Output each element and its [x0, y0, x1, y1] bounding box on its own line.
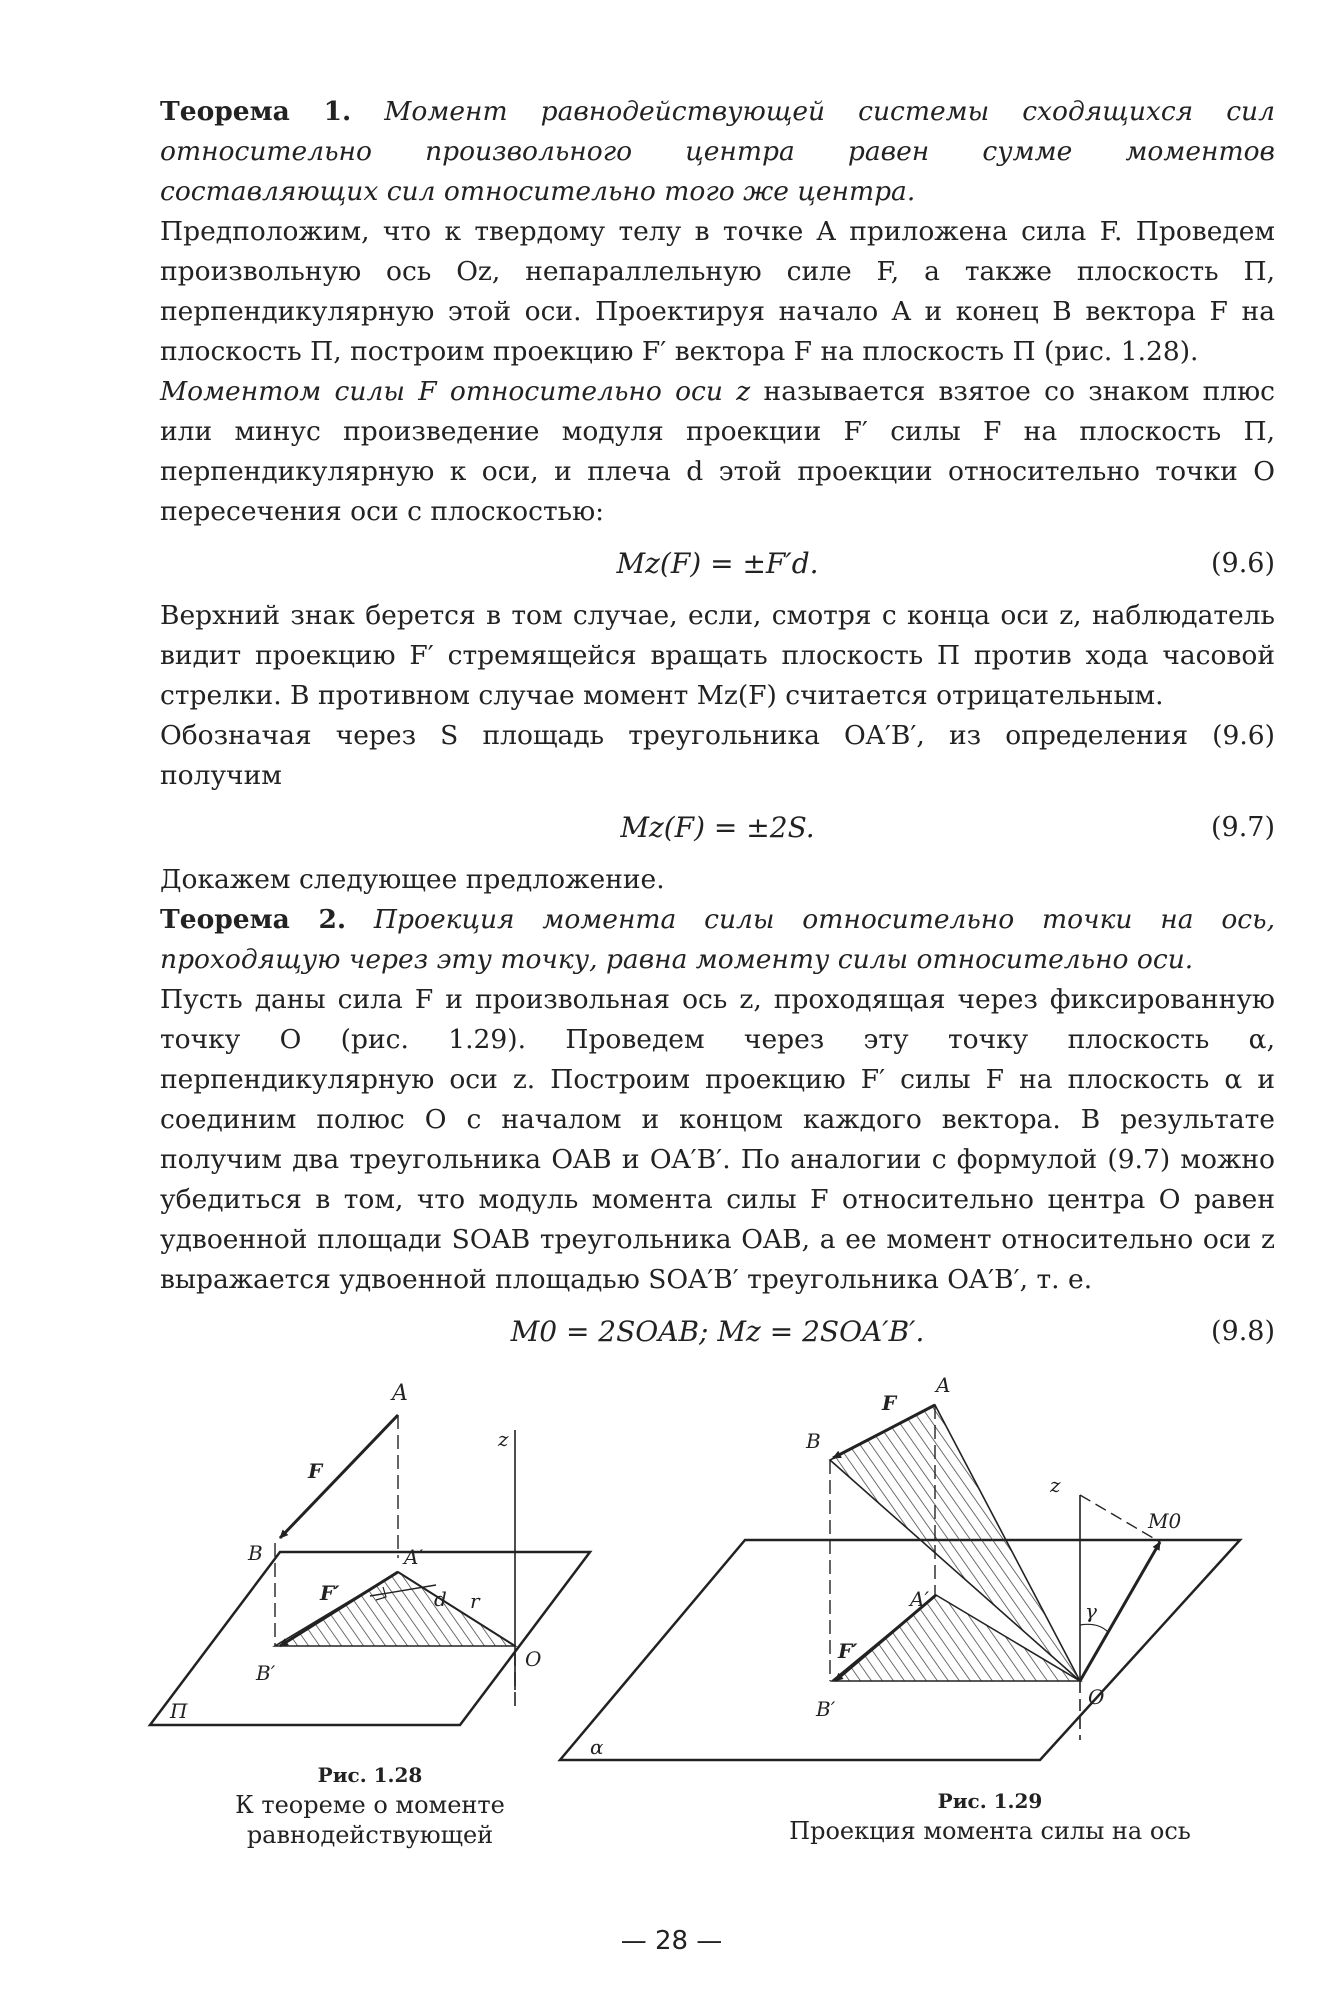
- label-z-29: z: [1050, 1473, 1061, 1497]
- caption-fig-1-29-line1: Проекция момента силы на ось: [789, 1817, 1191, 1845]
- label-b-29: B: [806, 1429, 821, 1453]
- equation-9-6-number: (9.6): [1210, 548, 1275, 579]
- label-f-prime-29: F′: [838, 1639, 858, 1663]
- label-b-prime: B′: [256, 1661, 276, 1685]
- equation-9-7-formula: Mz(F) = ±2S.: [620, 811, 815, 844]
- label-a-29: A: [936, 1373, 951, 1397]
- paragraph-5: Докажем следующее предложение.: [160, 864, 665, 895]
- theorem-2: [160, 900, 1275, 980]
- label-b-prime-29: B′: [816, 1697, 836, 1721]
- paragraph-4: Обозначая через S площадь треугольника OA′B′, из определения (9.6) получим: [160, 720, 1275, 791]
- equation-9-8-number: (9.8): [1210, 1316, 1275, 1347]
- label-z: z: [498, 1427, 509, 1451]
- label-o-29: O: [1088, 1685, 1105, 1709]
- theorem-1-label: Теорема 1.: [160, 96, 352, 127]
- paragraph-6: Пусть даны сила F и произвольная ось z, проходящая через фиксированную точку O (рис. 1.29). Проведем через эту точку плоскость α, перпендикулярную оси z. Построим проекцию F′ силы F на плоскость α и соединим полюс O с началом и концом каждого вектора. В результате получим два треугольника OAB и OA′B′. По аналогии с формулой (9.7) можно убедиться в том, что модуль момента силы F относительно центра O равен удвоенной площади SOAB треугольника OAB, а ее момент относительно оси z выражается удвоенной площадью SOA′B′ треугольника OA′B′, т. е.: [160, 984, 1275, 1295]
- caption-fig-1-28: [210, 1760, 530, 1850]
- page-number: — 28 —: [620, 1926, 723, 1956]
- label-f: F: [308, 1459, 323, 1483]
- caption-fig-1-29: [760, 1786, 1220, 1846]
- paragraph-3: Верхний знак берется в том случае, если, смотря с конца оси z, наблюдатель видит проекцию F′ стремящейся вращать плоскость П против хода часовой стрелки. В противном случае момент Mz(F) считается отрицательным.: [160, 600, 1275, 711]
- caption-fig-1-28-line2: равнодействующей: [246, 1821, 494, 1849]
- theorem-2-label: Теорема 2.: [160, 904, 347, 935]
- equation-9-6: [160, 532, 1275, 596]
- label-a-prime: A′: [404, 1545, 423, 1569]
- theorem-2-text: Проекция момента силы относительно точки на ось, проходящую через эту точку, равна моменту силы относительно оси.: [160, 904, 1275, 975]
- label-plane: П: [170, 1699, 188, 1723]
- paragraph-1: Предположим, что к твердому телу в точке A приложена сила F. Проведем произвольную ось Oz, непараллельную силе F, а также плоскость П, перпендикулярную этой оси. Проектируя начало A и конец B вектора F на плоскость П, построим проекцию F′ вектора F на плоскость П (рис. 1.28).: [160, 216, 1275, 367]
- angle-gamma-arc: [1080, 1624, 1108, 1632]
- label-d: d: [434, 1587, 447, 1611]
- definition-rest: называется взятое со знаком плюс или минус произведение модуля проекции F′ силы F на плоскость П, перпендикулярную к оси, и плеча d этой проекции относительно точки O пересечения оси с плоскостью:: [160, 376, 1275, 527]
- label-f-prime: F′: [320, 1581, 340, 1605]
- equation-9-8-formula: M0 = 2SOAB; Mz = 2SOA′B′.: [510, 1315, 925, 1348]
- equation-9-6-formula: Mz(F) = ±F′d.: [616, 547, 819, 580]
- definition-term: Моментом силы F относительно оси z: [160, 376, 751, 407]
- caption-fig-1-29-title: Рис. 1.29: [937, 1789, 1043, 1813]
- equation-9-7-number: (9.7): [1210, 812, 1275, 843]
- figure-1-28: [150, 1381, 590, 1725]
- theorem-1-text: Момент равнодействующей системы сходящихся сил относительно произвольного центра равен сумме моментов составляющих сил относительно того же центра.: [160, 96, 1275, 207]
- label-o: O: [525, 1647, 542, 1671]
- caption-fig-1-28-line1: К теореме о моменте: [235, 1791, 505, 1819]
- label-a-prime-29: A′: [910, 1587, 929, 1611]
- label-m0-29: M0: [1148, 1509, 1182, 1533]
- equation-9-7: [160, 796, 1275, 860]
- label-f-29: F: [882, 1391, 897, 1415]
- force-vector-f: [280, 1415, 398, 1538]
- body-text: [160, 92, 1275, 1364]
- label-b: B: [248, 1541, 263, 1565]
- equation-9-8: [160, 1300, 1275, 1364]
- label-plane-29: α: [590, 1735, 604, 1759]
- figure-1-29: [560, 1373, 1240, 1760]
- label-r: r: [470, 1589, 480, 1613]
- paragraph-2: [160, 372, 1275, 532]
- theorem-1: [160, 92, 1275, 212]
- label-a: A: [392, 1381, 408, 1406]
- label-gamma-29: γ: [1085, 1599, 1097, 1623]
- caption-fig-1-28-title: Рис. 1.28: [317, 1763, 423, 1787]
